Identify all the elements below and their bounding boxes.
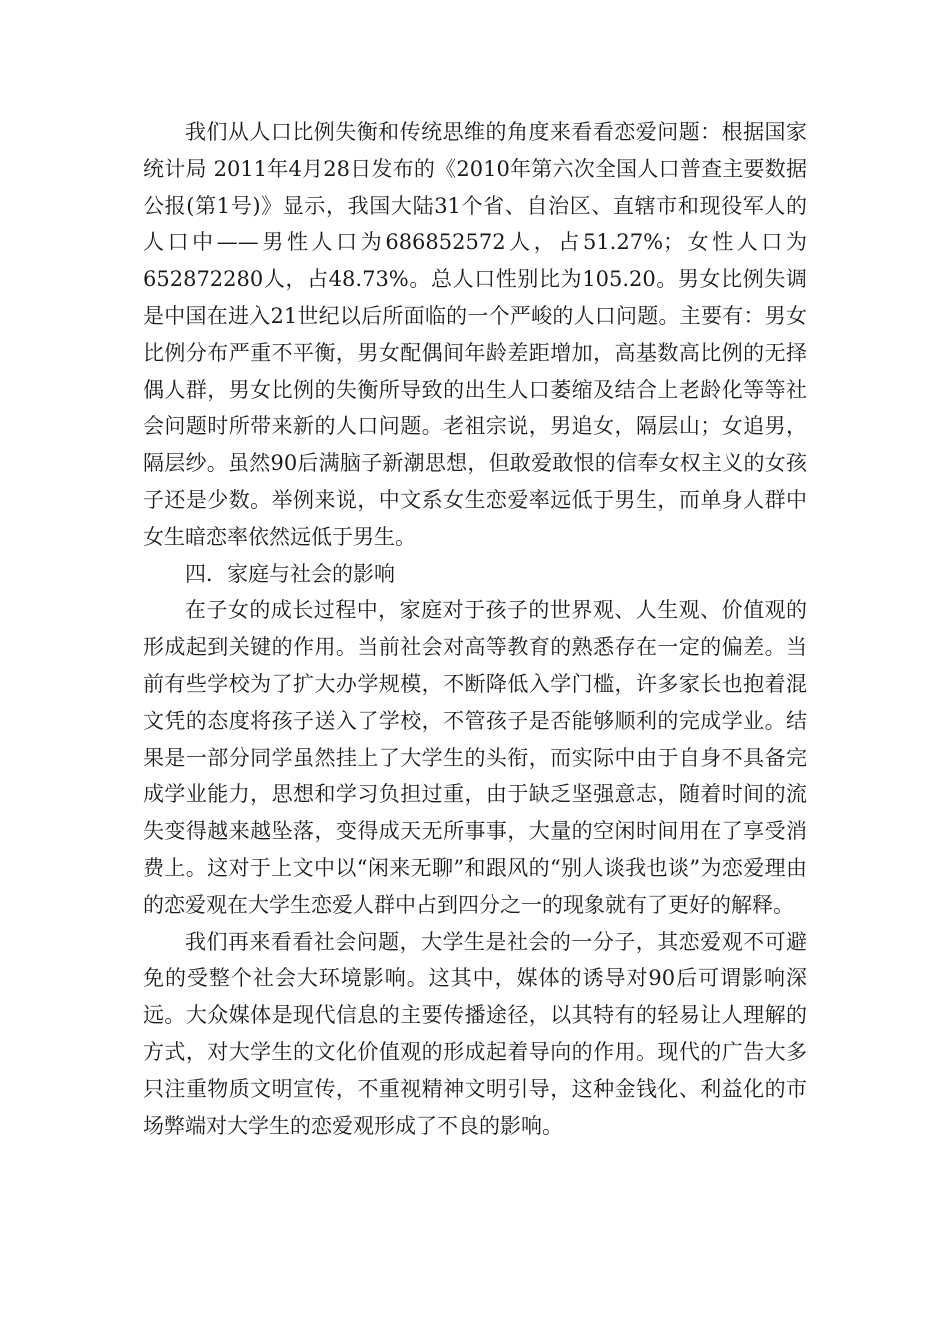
paragraph-social-influence: 我们再来看看社会问题，大学生是社会的一分子，其恋爱观不可避免的受整个社会大环境影响。这其中，媒体的诱导对90后可谓影响深远。大众媒体是现代信息的主要传播途径，以其特有的轻易让人理解的方式，对大学生的文化价值观的形成起着导向的作用。现代的广告大多只注重物质文明宣传，不重视精神文明引导，这种金钱化、利益化的市场弊端对大学生的恋爱观形成了不良的影响。 [143,929,807,1138]
document-body [143,114,807,1144]
section-heading: 四．家庭与社会的影响 [185,561,395,586]
paragraph-family-influence: 在子女的成长过程中，家庭对于孩子的世界观、人生观、价值观的形成起到关键的作用。当前社会对高等教育的熟悉存在一定的偏差。当前有些学校为了扩大办学规模，不断降低入学门槛，许多家长也抱着混文凭的态度将孩子送入了学校，不管孩子是否能够顺利的完成学业。结果是一部分同学虽然挂上了大学生的头衔，而实际中由于自身不具备完成学业能力，思想和学习负担过重，由于缺乏坚强意志，随着时间的流失变得越来越坠落，变得成天无所事事，大量的空闲时间用在了享受消费上。这对于上文中以“闲来无聊”和跟风的“别人谈我也谈”为恋爱理由的恋爱观在大学生恋爱人群中占到四分之一的现象就有了更好的解释。 [143,598,807,917]
paragraph-population-imbalance: 我们从人口比例失衡和传统思维的角度来看看恋爱问题：根据国家统计局 2011年4月28日发布的《2010年第六次全国人口普查主要数据公报(第1号)》显示，我国大陆31个省、自治区、直辖市和现役军人的人口中——男性人口为686852572人，占51.27%；女性人口为652872280人，占48.73%。总人口性别比为105.20。男女比例失调是中国在进入21世纪以后所面临的一个严峻的人口问题。主要有：男女比例分布严重不平衡，男女配偶间年龄差距增加，高基数高比例的无择偶人群，男女比例的失衡所导致的出生人口萎缩及结合上老龄化等等社会问题时所带来新的人口问题。老祖宗说，男追女，隔层山；女追男，隔层纱。虽然90后满脑子新潮思想，但敢爱敢恨的信奉女权主义的女孩子还是少数。举例来说，中文系女生恋爱率远低于男生，而单身人群中女生暗恋率依然远低于男生。 [143,120,807,549]
